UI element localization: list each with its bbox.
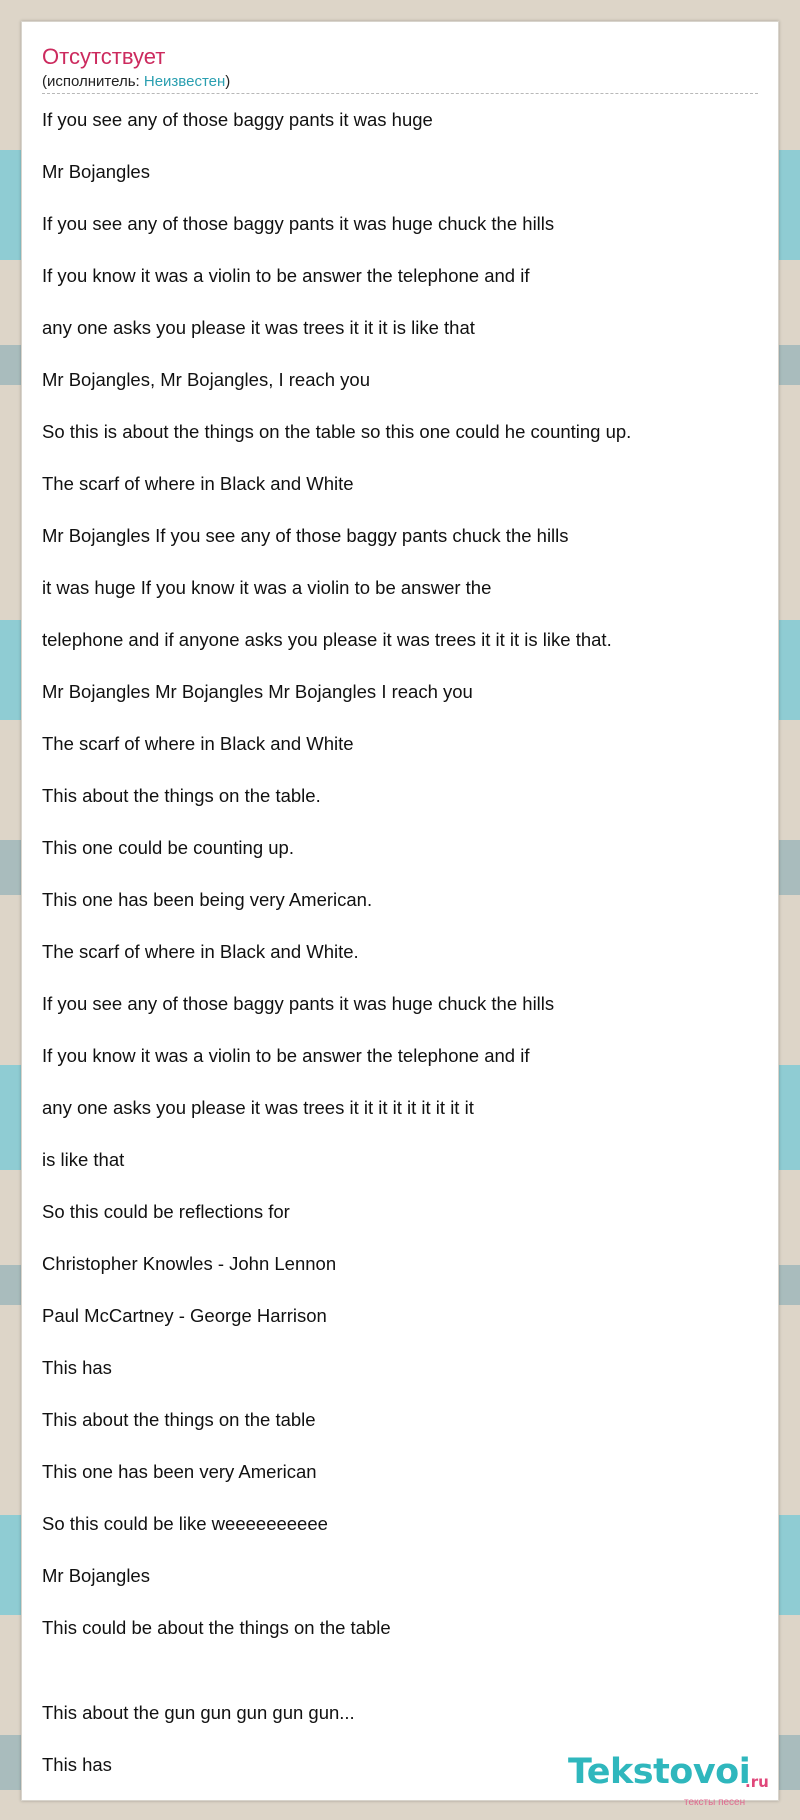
lyric-line: This could be about the things on the table <box>42 1617 391 1638</box>
lyric-line: The scarf of where in Black and White <box>42 473 354 494</box>
lyric-line: This about the things on the table <box>42 1409 316 1430</box>
lyric-line: any one asks you please it was trees it it it is like that <box>42 317 475 338</box>
lyric-line: The scarf of where in Black and White. <box>42 941 359 962</box>
lyric-line: Paul McCartney - George Harrison <box>42 1305 327 1326</box>
lyric-line: So this could be like weeeeeeeeee <box>42 1513 328 1534</box>
lyric-line: Christopher Knowles - John Lennon <box>42 1253 337 1274</box>
lyric-line: This one has been very American <box>42 1461 317 1482</box>
artist-prefix: (исполнитель: <box>42 73 144 90</box>
artist-suffix: ) <box>225 73 231 90</box>
logo-subtitle: тексты песен <box>684 1797 746 1808</box>
lyric-line: This has <box>42 1357 112 1378</box>
logo-tld: .ru <box>745 1773 769 1791</box>
lyric-line: any one asks you please it was trees it it it it it it it it it <box>42 1097 474 1118</box>
artist-line <box>42 73 230 90</box>
header-divider <box>42 93 758 94</box>
lyric-line: Mr Bojangles <box>42 161 150 182</box>
logo-text: Tekstovoi <box>568 1752 751 1792</box>
song-title: Отсутствует <box>42 44 166 69</box>
lyric-line: Mr Bojangles, Mr Bojangles, I reach you <box>42 369 371 390</box>
site-logo[interactable] <box>568 1752 778 1812</box>
lyric-line: Mr Bojangles Mr Bojangles Mr Bojangles I reach you <box>42 681 473 702</box>
lyric-line: Mr Bojangles If you see any of those baggy pants chuck the hills <box>42 525 569 546</box>
lyric-line: So this is about the things on the table so this one could he counting up. <box>42 421 632 442</box>
lyric-line: If you know it was a violin to be answer the telephone and if <box>42 1045 530 1066</box>
lyric-line: This one could be counting up. <box>42 837 294 858</box>
lyric-line: If you see any of those baggy pants it was huge <box>42 109 433 130</box>
lyric-line: So this could be reflections for <box>42 1201 290 1222</box>
lyric-line: If you see any of those baggy pants it was huge chuck the hills <box>42 213 555 234</box>
lyric-line: The scarf of where in Black and White <box>42 733 354 754</box>
lyric-line: If you know it was a violin to be answer the telephone and if <box>42 265 530 286</box>
lyric-line: If you see any of those baggy pants it was huge chuck the hills <box>42 993 555 1014</box>
lyric-line: This about the things on the table. <box>42 785 321 806</box>
lyric-line: it was huge If you know it was a violin to be answer the <box>42 577 492 598</box>
lyric-line: This about the gun gun gun gun gun... <box>42 1702 355 1723</box>
lyric-line: is like that <box>42 1149 125 1170</box>
artist-link[interactable]: Неизвестен <box>143 73 226 90</box>
lyric-line: telephone and if anyone asks you please it was trees it it it is like that. <box>42 629 612 650</box>
lyric-line: This has <box>42 1754 112 1775</box>
lyrics-card <box>21 21 779 1808</box>
lyric-line: Mr Bojangles <box>42 1565 150 1586</box>
lyric-line: This one has been being very American. <box>42 889 373 910</box>
